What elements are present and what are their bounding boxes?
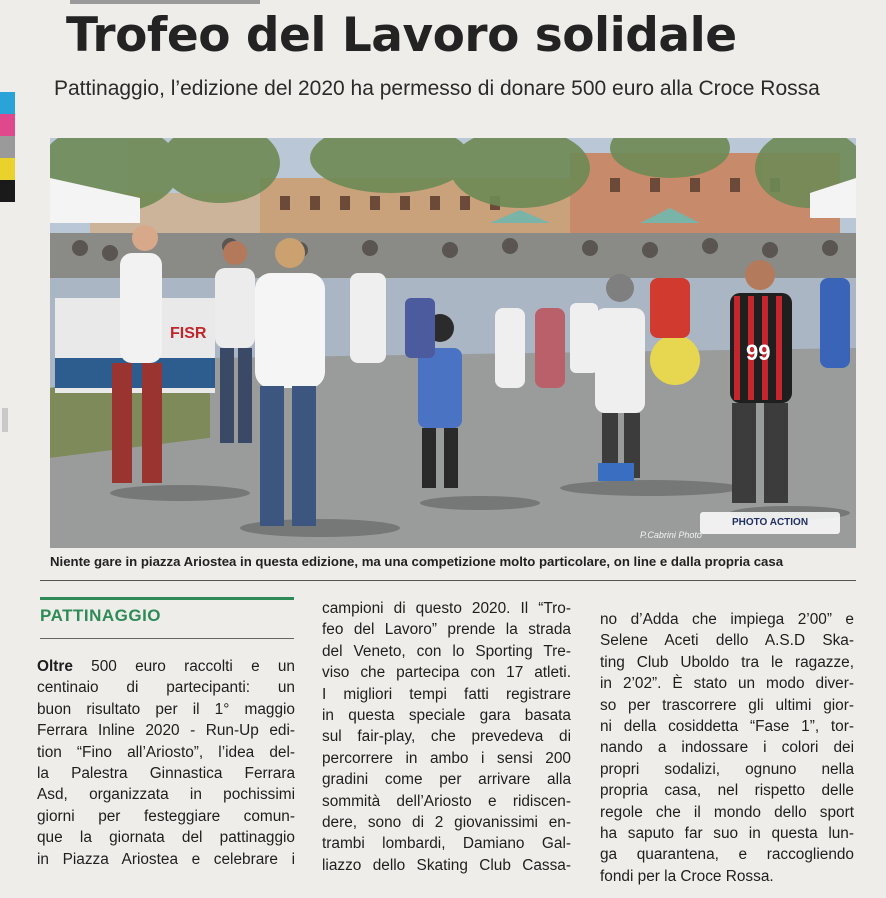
column-line: liazzo dello Skating Club Cassa- (322, 856, 571, 874)
headline: Trofeo del Lavoro solidale (66, 8, 737, 63)
column-line: I migliori tempi fatti registrare (322, 685, 571, 703)
lead-line-rest: 500 euro raccolti e un (91, 658, 295, 675)
column-line: la Palestra Ginnastica Ferrara (37, 765, 295, 783)
section-rule-top (40, 597, 294, 600)
yellow-ball (650, 335, 700, 385)
column-line: que la giornata del pattinaggio (37, 829, 295, 847)
column-line: tion “Fino all’Ariosto”, l’idea del- (37, 743, 295, 761)
column-line: buon risultato per il 1° maggio (37, 700, 295, 718)
top-rule (70, 0, 260, 4)
column-line: gradini come per arrivare alla (322, 771, 571, 789)
column-line: dere, sono di 2 giovanissimi en- (322, 814, 571, 832)
column-line: regole che il mondo dello sport (600, 803, 854, 821)
column-line: centinaio di partecipanti: un (37, 679, 295, 697)
banner-logo-text: FISR (170, 325, 207, 342)
column-line: sommità dell’Ariosto e ridiscen- (322, 792, 571, 810)
column-line: ha saputo far suo in questa lun- (600, 825, 854, 843)
column-line: campioni di questo 2020. Il “Tro- (322, 600, 571, 617)
column-line: Asd, organizzata in pochissimi (37, 786, 295, 804)
column-line: Ferrara Inline 2020 - Run-Up edi- (37, 722, 295, 740)
lead-word: Oltre (37, 658, 73, 675)
column-line: trambi lombardi, Damiano Gal- (322, 835, 571, 853)
column-line: del Veneto, con lo Sporting Tre- (322, 642, 571, 660)
photo-watermark: PHOTO ACTION (700, 512, 840, 534)
skating-scene-illustration (50, 138, 856, 548)
photographer-signature: P.Cabrini Photo (640, 530, 702, 540)
column-line: ting Club Uboldo tra le ragazze, (600, 653, 854, 671)
jersey-number: 99 (746, 340, 771, 365)
column-line: no d’Adda che impiega 2’00” e (600, 611, 854, 628)
column-line: Selene Aceti dello A.S.D Ska- (600, 632, 854, 650)
photo-caption: Niente gare in piazza Ariostea in questa edizione, ma una competizione molto particolare, on line e dalla propria casa (50, 554, 784, 569)
column-line: in 2’02”. È stato un modo diver- (600, 675, 854, 693)
registration-mark (2, 408, 8, 432)
column-line: in Piazza Ariostea e celebrare i (37, 850, 295, 868)
swatch-black (0, 180, 15, 202)
registration-swatches (0, 92, 15, 202)
column-line: so per trascorrere gli ultimi gior- (600, 696, 854, 714)
article-column-2 (322, 598, 571, 876)
article-column-3 (600, 609, 854, 887)
column-line (37, 656, 295, 677)
column-line: viso che partecipa con 17 atleti. (322, 664, 571, 682)
article-column-1 (37, 656, 295, 870)
swatch-magenta (0, 114, 15, 136)
swatch-cyan (0, 92, 15, 114)
column-line: giorni per festeggiare comun- (37, 807, 295, 825)
swatch-gray (0, 136, 15, 158)
article-photo (50, 138, 856, 548)
swatch-yellow (0, 158, 15, 180)
column-line: ni della cosiddetta “Fase 1”, tor- (600, 718, 854, 736)
subheadline: Pattinaggio, l’edizione del 2020 ha permesso di donare 500 euro alla Croce Rossa (54, 77, 820, 100)
column-line: fondi per la Croce Rossa. (600, 867, 774, 885)
column-line: propri sodalizi, ognuno nella (600, 760, 854, 778)
column-line: percorrere in ambo i sensi 200 (322, 749, 571, 767)
column-line: nando a indossare i colori dei (600, 739, 854, 757)
caption-rule (40, 580, 856, 581)
column-line: ga quarantena, e raccogliendo (600, 846, 854, 864)
column-line: feo del Lavoro” prende la strada (322, 621, 571, 639)
section-tag: PATTINAGGIO (40, 606, 162, 625)
column-line: propria casa, nel rispetto delle (600, 782, 854, 800)
section-rule-bottom (40, 638, 294, 639)
column-line: sul fair-play, che prevedeva di (322, 728, 571, 746)
column-line: in questa speciale gara basata (322, 707, 571, 725)
